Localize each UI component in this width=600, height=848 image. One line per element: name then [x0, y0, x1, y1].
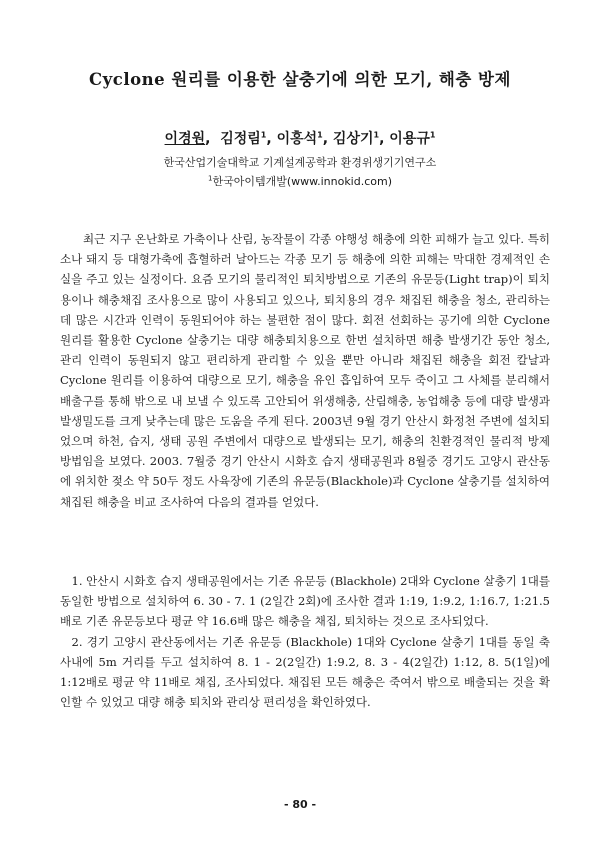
result-item: 2. 경기 고양시 관산동에서는 기존 유문등 (Blackhole) 1대와 Cyclone 살충기 1대를 동일 축사내에 5m 거리를 두고 설치하여 8. 1 - 2(2일간) 1:9.2, 8. 3 - 4(2일간) 1:12, 8. 5(1일)에 1:12배로 평균 약 11배로 채집, 조사되었다. 채집된 모든 해충은 죽여서 밖으로 배출되는 것을 확인할 수 있었고 대량 해충 퇴치와 관리상 편리성을 확인하였다. [60, 634, 550, 710]
author-name: 김상기 [332, 131, 374, 147]
result-item: 1. 안산시 시화호 습지 생태공원에서는 기존 유문등 (Blackhole) 2대와 Cyclone 살충기 1대를 동일한 방법으로 설치하여 6. 30 - 7. 1 (2일간 2회)에 조사한 결과 1:19, 1:9.2, 1:16.7, 1:21.5배로 기존 유문등보다 평균 약 16.6배 많은 해충을 채집, 퇴치하는 것으로 조사되었다. [60, 574, 550, 629]
paper-title: Cyclone 원리를 이용한 살충기에 의한 모기, 해충 방제 [89, 70, 511, 89]
author-affiliation-mark: 1 [373, 130, 380, 140]
abstract-paragraph: 최근 지구 온난화로 가축이나 산림, 농작물이 각종 야행성 해충에 의한 피해가 늘고 있다. 특히 소나 돼지 등 대형가축에 흡혈하러 날아드는 각종 모기 등 해충에 의한 피해는 막대한 경제적인 손실을 주고 있는 실정이다. 요즘 모기의 물리적인 퇴치방법으로 기존의 유문등(Light trap)이 퇴치용이나 해충채집 조사용으로 많이 사용되고 있으나, 퇴치용의 경우 채집된 해충을 청소, 관리하는데 많은 시간과 인력이 동원되어야 하는 불편한 점이 많다. 회전 선회하는 공기에 의한 Cyclone 원리를 활용한 Cyclone 살충기는 대량 해충퇴치용으로 한번 설치하면 해충 발생기간 동안 청소, 관리 인력이 동원되지 않고 편리하게 관리할 수 있을 뿐만 아니라 채집된 해충을 회전 칼날과 Cyclone 원리를 이용하여 대량으로 모기, 해충을 유인 흡입하여 모두 죽이고 그 사체를 분리해서 배출구를 통해 밖으로 내 보낼 수 있도록 고안되어 위생해충, 산림해충, 농업해충 등에 대량 발생과 발생밀도를 크게 낮추는데 많은 도움을 주게 된다. 2003년 9월 경기 안산시 화정천 주변에 설치되었으며 하천, 습지, 생태 공원 주변에서 대량으로 발생되는 모기, 해충의 친환경적인 물리적 방제 방법임을 보였다. 2003. 7월중 경기 안산시 시화호 습지 생태공원과 8월중 경기도 고양시 관산동에 위치한 젖소 약 50두 정도 사육장에 기존의 유문등(Blackhole)과 Cyclone 살충기를 설치하여 채집된 해충을 비교 조사하여 다음의 결과를 얻었다. [60, 232, 550, 509]
affiliation-secondary [0, 173, 600, 189]
author-first: 이경원 [164, 131, 206, 147]
affiliation-mark: 1 [207, 174, 213, 183]
affiliation-primary: 한국산업기술대학교 기계설계공학과 환경위생기기연구소 [163, 156, 437, 169]
author-separator: , [205, 131, 221, 147]
author-list: 이경원, 김정림$^1$, 이홍석$^1$, 김상기$^1$, 이용규$^1$ [164, 130, 436, 147]
author-name: 이용규 [389, 131, 430, 147]
author-name: 이홍석 [276, 131, 318, 147]
page-number: - 80 - [283, 798, 317, 811]
author-name: 김정림 [220, 131, 261, 147]
author-affiliation-mark: 1 [260, 130, 267, 140]
author-affiliation-mark: 1 [317, 130, 323, 140]
author-affiliation-mark: 1 [429, 130, 436, 140]
results-list [60, 571, 550, 712]
affiliation-secondary-text: 한국아이템개발(www.innokid.com) [212, 175, 393, 188]
